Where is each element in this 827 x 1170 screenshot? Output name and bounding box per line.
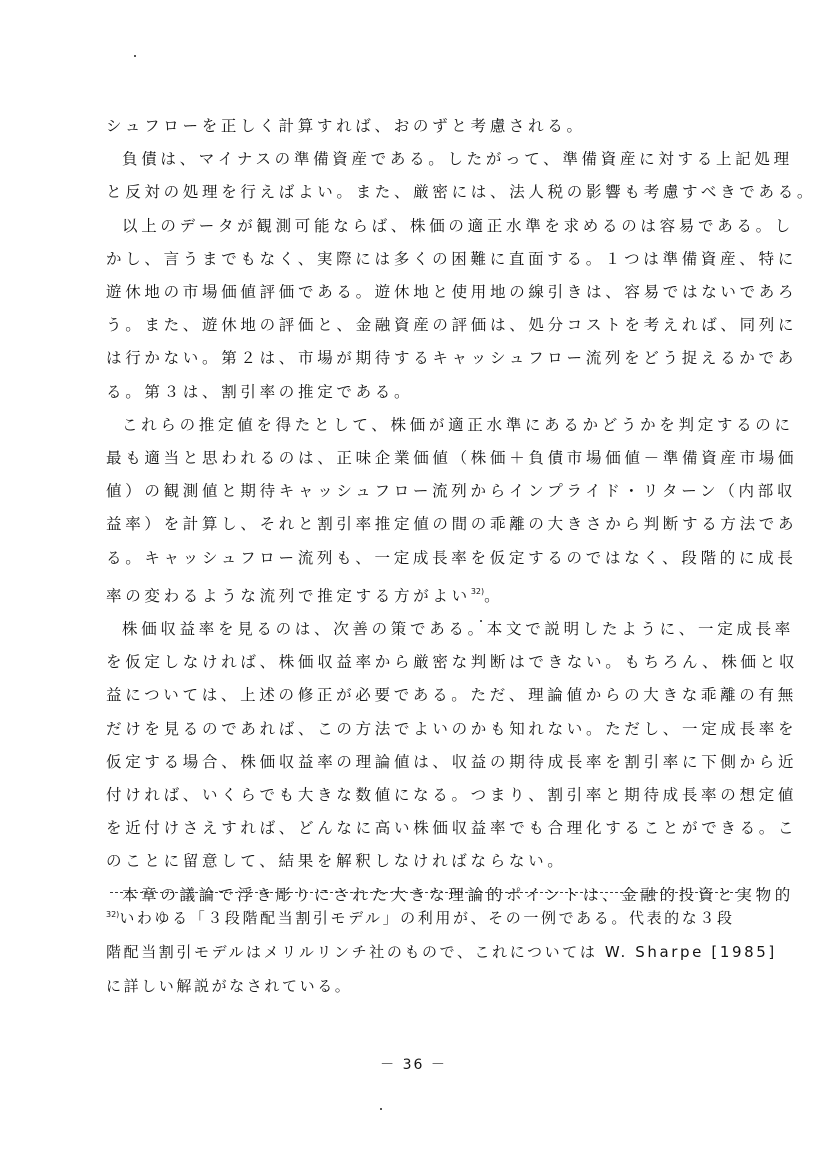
footnote: [106, 898, 777, 1003]
text-line: 最も適当と思われるのは、正味企業価値（株価＋負債市場価値－準備資産市場価: [106, 449, 798, 468]
footnote-line: 階配当割引モデルはメリルリンチ社のもので、これについては W. Sharpe [1985]: [106, 943, 777, 961]
text-line: 益率）を計算し、それと割引率推定値の間の乖離の大きさから判断する方法であ: [106, 515, 798, 534]
text-line: 仮定する場合、株価収益率の理論値は、収益の期待成長率を割引率に下側から近: [106, 752, 798, 771]
text-line: 株価収益率を見るのは、次善の策である。本文で説明したように、一定成長率: [122, 620, 795, 639]
text-line: シュフローを正しく計算すれば、おのずと考慮される。: [106, 117, 586, 135]
text-line: 値）の観測値と期待キャッシュフロー流列からインプライド・リターン（内部収: [106, 482, 797, 501]
footnote-reference[interactable]: 32): [470, 586, 485, 596]
page-number: － 36 －: [380, 1057, 447, 1073]
text-line: 率の変わるような流列で推定する方がよい: [106, 586, 471, 605]
text-line: 付ければ、いくらでも大きな数値になる。つまり、割引率と期待成長率の想定値: [106, 786, 798, 805]
scan-speck: [134, 55, 136, 57]
body-text: [106, 110, 817, 912]
text-line: のことに留意して、結果を解釈しなければならない。: [106, 852, 567, 871]
footnote-line: に詳しい解説がなされている。: [106, 977, 353, 995]
text-line: は行かない。第２は、市場が期待するキャッシュフロー流列をどう捉えるかであ: [106, 349, 797, 368]
text-line: る。キャッシュフロー流列も、一定成長率を仮定するのではなく、段階的に成長: [106, 548, 797, 567]
text-line: を仮定しなければ、株価収益率から厳密な判断はできない。もちろん、株価と収: [106, 653, 799, 672]
text-line: かし、言うまでもなく、実際には多くの困難に直面する。１つは準備資産、特に: [106, 249, 797, 268]
text-line: 遊休地の市場価値評価である。遊休地と使用地の線引きは、容易ではないであろ: [106, 283, 798, 302]
text-line-with-footnote-ref: [106, 575, 736, 613]
scan-speck: [380, 1108, 382, 1110]
text-line: う。また、遊休地の評価と、金融資産の評価は、処分コストを考えれば、同列に: [106, 316, 798, 335]
text-line: を近付けさえすれば、どんなに高い株価収益率でも合理化することができる。こ: [106, 819, 798, 838]
footnote-text: いわゆる「３段階配当割引モデル」の利用が、その一例である。代表的な３段: [119, 909, 735, 927]
text-line: 益については、上述の修正が必要である。ただ、理論値からの大きな乖離の有無: [106, 686, 797, 705]
text-line: 負債は、マイナスの準備資産である。したがって、準備資産に対する上記処理: [122, 150, 793, 169]
text-line: 以上のデータが観測可能ならば、株価の適正水準を求めるのは容易である。し: [122, 216, 795, 235]
footnote-divider: [110, 892, 738, 893]
footnote-mark: 32): [106, 910, 120, 919]
text-line: これらの推定値を得たとして、株価が適正水準にあるかどうかを判定するのに: [122, 415, 794, 434]
text-line: 本章の議論で浮き彫りにされた大きな理論的ポイントは、金融的投資と実物的: [122, 885, 795, 904]
text-line-tail: 。: [484, 586, 504, 605]
footnote-line: [106, 898, 746, 935]
text-line: る。第３は、割引率の推定である。: [106, 382, 414, 401]
text-line: だけを見るのであれば、この方法でよいのかも知れない。ただし、一定成長率を: [106, 719, 798, 738]
text-line: と反対の処理を行えばよい。また、厳密には、法人税の影響も考慮すべきである。: [106, 183, 817, 202]
